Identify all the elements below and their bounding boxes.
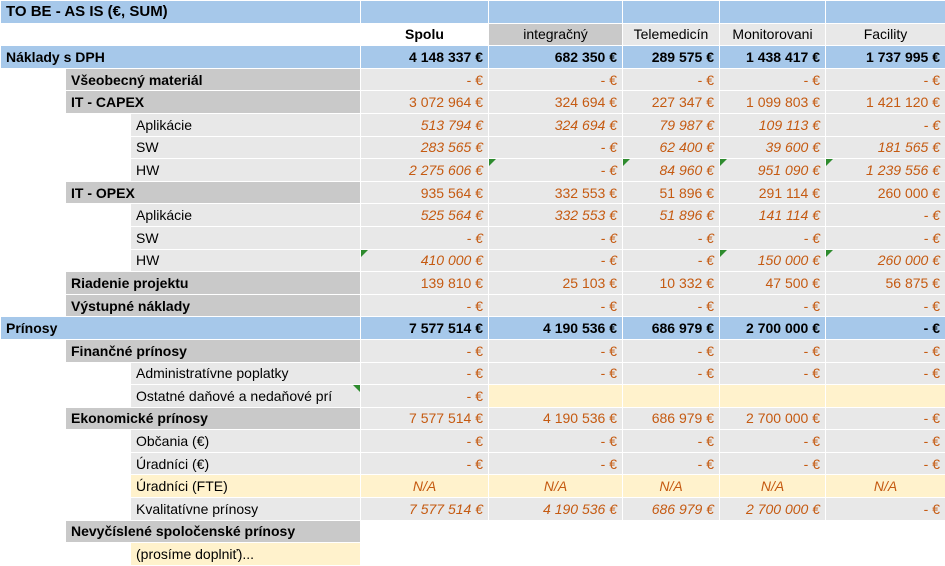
- value-cell[interactable]: 84 960 €: [623, 159, 720, 182]
- value-cell[interactable]: 283 565 €: [361, 136, 489, 159]
- value-cell[interactable]: - €: [489, 136, 623, 159]
- indent-cell[interactable]: [1, 68, 66, 91]
- value-cell[interactable]: - €: [489, 452, 623, 475]
- indent-cell[interactable]: [66, 475, 131, 498]
- value-cell[interactable]: - €: [826, 204, 945, 227]
- header-row: [1, 23, 945, 46]
- value-cell[interactable]: 2 700 000 €: [720, 498, 826, 521]
- value-cell[interactable]: - €: [489, 339, 623, 362]
- value-cell[interactable]: [489, 385, 623, 408]
- value-cell[interactable]: [826, 385, 945, 408]
- value-cell[interactable]: 51 896 €: [623, 181, 720, 204]
- row-label[interactable]: HW: [131, 249, 361, 272]
- indent-cell[interactable]: [66, 362, 131, 385]
- table-row: [1, 249, 945, 272]
- cell[interactable]: [623, 1, 720, 24]
- indent-cell[interactable]: [1, 272, 66, 295]
- value-cell[interactable]: - €: [826, 113, 945, 136]
- value-cell[interactable]: 686 979 €: [623, 317, 720, 340]
- value-cell[interactable]: N/A: [826, 475, 945, 498]
- value-cell[interactable]: [361, 520, 489, 543]
- cell[interactable]: [826, 1, 945, 24]
- indent-cell[interactable]: [1, 181, 66, 204]
- table-row: [1, 385, 945, 408]
- value-cell[interactable]: - €: [720, 452, 826, 475]
- indent-cell[interactable]: [1, 136, 66, 159]
- value-cell[interactable]: 39 600 €: [720, 136, 826, 159]
- table-row: [1, 226, 945, 249]
- table-row: [1, 68, 945, 91]
- value-cell[interactable]: - €: [720, 430, 826, 453]
- value-cell[interactable]: 260 000 €: [826, 181, 945, 204]
- value-cell[interactable]: - €: [720, 68, 826, 91]
- table-row: [1, 362, 945, 385]
- value-cell[interactable]: N/A: [720, 475, 826, 498]
- indent-cell[interactable]: [1, 339, 66, 362]
- value-cell[interactable]: - €: [623, 249, 720, 272]
- value-cell[interactable]: - €: [361, 68, 489, 91]
- value-cell[interactable]: 1 737 995 €: [826, 46, 945, 69]
- value-cell[interactable]: 2 275 606 €: [361, 159, 489, 182]
- row-label[interactable]: Výstupné náklady: [66, 294, 361, 317]
- indent-cell[interactable]: [66, 452, 131, 475]
- value-cell[interactable]: [361, 543, 489, 566]
- indent-cell[interactable]: [1, 430, 66, 453]
- row-label[interactable]: Aplikácie: [131, 204, 361, 227]
- value-cell[interactable]: 10 332 €: [623, 272, 720, 295]
- value-cell[interactable]: - €: [361, 385, 489, 408]
- value-cell[interactable]: [623, 385, 720, 408]
- row-label[interactable]: (prosíme doplniť)...: [131, 543, 361, 566]
- value-cell[interactable]: 410 000 €: [361, 249, 489, 272]
- value-cell[interactable]: 260 000 €: [826, 249, 945, 272]
- value-cell[interactable]: - €: [361, 339, 489, 362]
- table-row: [1, 452, 945, 475]
- indent-cell[interactable]: [1, 91, 66, 114]
- indent-cell[interactable]: [66, 113, 131, 136]
- table-row: [1, 317, 945, 340]
- indent-cell[interactable]: [66, 498, 131, 521]
- indent-cell[interactable]: [1, 362, 66, 385]
- table-row: [1, 430, 945, 453]
- table-row: [1, 407, 945, 430]
- value-cell[interactable]: - €: [720, 362, 826, 385]
- table-row: [1, 204, 945, 227]
- value-cell[interactable]: - €: [720, 226, 826, 249]
- row-label[interactable]: Ostatné daňové a nedaňové prí: [131, 385, 361, 408]
- row-label[interactable]: SW: [131, 226, 361, 249]
- value-cell[interactable]: 289 575 €: [623, 46, 720, 69]
- indent-cell[interactable]: [66, 430, 131, 453]
- table-row: [1, 181, 945, 204]
- value-cell[interactable]: 141 114 €: [720, 204, 826, 227]
- indent-cell[interactable]: [1, 520, 66, 543]
- indent-cell[interactable]: [1, 498, 66, 521]
- indent-cell[interactable]: [66, 543, 131, 566]
- value-cell[interactable]: - €: [489, 68, 623, 91]
- value-cell[interactable]: [623, 543, 720, 566]
- indent-cell[interactable]: [1, 452, 66, 475]
- value-cell[interactable]: - €: [361, 430, 489, 453]
- value-cell[interactable]: 332 553 €: [489, 181, 623, 204]
- value-cell[interactable]: - €: [623, 339, 720, 362]
- value-cell[interactable]: - €: [826, 430, 945, 453]
- indent-cell[interactable]: [1, 475, 66, 498]
- row-label[interactable]: Prínosy: [1, 317, 361, 340]
- cell[interactable]: [489, 1, 623, 24]
- indent-cell[interactable]: [1, 543, 66, 566]
- value-cell[interactable]: - €: [623, 430, 720, 453]
- value-cell[interactable]: N/A: [623, 475, 720, 498]
- indent-cell[interactable]: [66, 385, 131, 408]
- row-label[interactable]: Úradníci (FTE): [131, 475, 361, 498]
- value-cell[interactable]: 1 421 120 €: [826, 91, 945, 114]
- value-cell[interactable]: 686 979 €: [623, 407, 720, 430]
- table-row: [1, 339, 945, 362]
- value-cell[interactable]: [489, 520, 623, 543]
- value-cell[interactable]: - €: [361, 452, 489, 475]
- value-cell[interactable]: 1 239 556 €: [826, 159, 945, 182]
- value-cell[interactable]: 227 347 €: [623, 91, 720, 114]
- row-label[interactable]: Občania (€): [131, 430, 361, 453]
- value-cell[interactable]: - €: [623, 452, 720, 475]
- value-cell[interactable]: [623, 520, 720, 543]
- value-cell[interactable]: [720, 385, 826, 408]
- table-row: [1, 272, 945, 295]
- table-row: [1, 113, 945, 136]
- value-cell[interactable]: - €: [826, 498, 945, 521]
- value-cell[interactable]: N/A: [361, 475, 489, 498]
- value-cell[interactable]: [720, 543, 826, 566]
- value-cell[interactable]: 1 099 803 €: [720, 91, 826, 114]
- value-cell[interactable]: - €: [826, 362, 945, 385]
- value-cell[interactable]: [826, 520, 945, 543]
- value-cell[interactable]: - €: [826, 452, 945, 475]
- value-cell[interactable]: 79 987 €: [623, 113, 720, 136]
- value-cell[interactable]: 4 148 337 €: [361, 46, 489, 69]
- value-cell[interactable]: - €: [826, 226, 945, 249]
- value-cell[interactable]: 181 565 €: [826, 136, 945, 159]
- indent-cell[interactable]: [66, 226, 131, 249]
- row-label[interactable]: Ekonomické prínosy: [66, 407, 361, 430]
- value-cell[interactable]: 139 810 €: [361, 272, 489, 295]
- table-row: [1, 136, 945, 159]
- value-cell[interactable]: 4 190 536 €: [489, 407, 623, 430]
- indent-cell[interactable]: [1, 407, 66, 430]
- column-header-integracny[interactable]: integračný: [489, 23, 623, 46]
- value-cell[interactable]: - €: [720, 339, 826, 362]
- value-cell[interactable]: 682 350 €: [489, 46, 623, 69]
- column-header-spolu[interactable]: Spolu: [361, 23, 489, 46]
- cell[interactable]: [720, 1, 826, 24]
- value-cell[interactable]: 291 114 €: [720, 181, 826, 204]
- value-cell[interactable]: 3 072 964 €: [361, 91, 489, 114]
- indent-cell[interactable]: [1, 159, 66, 182]
- value-cell[interactable]: 62 400 €: [623, 136, 720, 159]
- row-label[interactable]: IT - OPEX: [66, 181, 361, 204]
- value-cell[interactable]: - €: [361, 362, 489, 385]
- value-cell[interactable]: - €: [826, 68, 945, 91]
- value-cell[interactable]: - €: [826, 317, 945, 340]
- value-cell[interactable]: [826, 543, 945, 566]
- value-cell[interactable]: 7 577 514 €: [361, 317, 489, 340]
- cell[interactable]: [361, 1, 489, 24]
- value-cell[interactable]: 47 500 €: [720, 272, 826, 295]
- value-cell[interactable]: 109 113 €: [720, 113, 826, 136]
- indent-cell[interactable]: [1, 204, 66, 227]
- row-label[interactable]: Kvalitatívne prínosy: [131, 498, 361, 521]
- table-row: [1, 294, 945, 317]
- value-cell[interactable]: - €: [489, 226, 623, 249]
- table-row: [1, 498, 945, 521]
- value-cell[interactable]: 25 103 €: [489, 272, 623, 295]
- row-label[interactable]: Všeobecný materiál: [66, 68, 361, 91]
- value-cell[interactable]: - €: [623, 68, 720, 91]
- table-row: [1, 475, 945, 498]
- row-label[interactable]: Úradníci (€): [131, 452, 361, 475]
- indent-cell[interactable]: [1, 249, 66, 272]
- indent-cell[interactable]: [1, 294, 66, 317]
- value-cell[interactable]: 951 090 €: [720, 159, 826, 182]
- value-cell[interactable]: - €: [826, 294, 945, 317]
- table-row: [1, 46, 945, 69]
- row-label[interactable]: Riadenie projektu: [66, 272, 361, 295]
- indent-cell[interactable]: [66, 249, 131, 272]
- cell[interactable]: [1, 23, 361, 46]
- indent-cell[interactable]: [66, 159, 131, 182]
- indent-cell[interactable]: [1, 113, 66, 136]
- value-cell[interactable]: 686 979 €: [623, 498, 720, 521]
- indent-cell[interactable]: [66, 204, 131, 227]
- value-cell[interactable]: - €: [826, 407, 945, 430]
- indent-cell[interactable]: [66, 136, 131, 159]
- value-cell[interactable]: 1 438 417 €: [720, 46, 826, 69]
- value-cell[interactable]: - €: [489, 249, 623, 272]
- value-cell[interactable]: 7 577 514 €: [361, 498, 489, 521]
- value-cell[interactable]: - €: [489, 294, 623, 317]
- column-header-telemedicin[interactable]: Telemedicín: [623, 23, 720, 46]
- value-cell[interactable]: - €: [623, 362, 720, 385]
- row-label[interactable]: IT - CAPEX: [66, 91, 361, 114]
- sheet-title[interactable]: TO BE - AS IS (€, SUM): [1, 1, 361, 24]
- column-header-facility[interactable]: Facility: [826, 23, 945, 46]
- value-cell[interactable]: 4 190 536 €: [489, 498, 623, 521]
- title-row: [1, 1, 945, 24]
- row-label[interactable]: Finančné prínosy: [66, 339, 361, 362]
- value-cell[interactable]: - €: [623, 294, 720, 317]
- table-row: [1, 91, 945, 114]
- value-cell[interactable]: 51 896 €: [623, 204, 720, 227]
- row-label[interactable]: Aplikácie: [131, 113, 361, 136]
- value-cell[interactable]: - €: [489, 159, 623, 182]
- value-cell[interactable]: - €: [720, 294, 826, 317]
- value-cell[interactable]: [720, 520, 826, 543]
- row-label[interactable]: Náklady s DPH: [1, 46, 361, 69]
- value-cell[interactable]: N/A: [489, 475, 623, 498]
- row-label[interactable]: Administratívne poplatky: [131, 362, 361, 385]
- value-cell[interactable]: 150 000 €: [720, 249, 826, 272]
- value-cell[interactable]: 324 694 €: [489, 113, 623, 136]
- row-label[interactable]: HW: [131, 159, 361, 182]
- value-cell[interactable]: 4 190 536 €: [489, 317, 623, 340]
- table-row: [1, 520, 945, 543]
- value-cell[interactable]: 332 553 €: [489, 204, 623, 227]
- value-cell[interactable]: 2 700 000 €: [720, 407, 826, 430]
- value-cell[interactable]: [489, 543, 623, 566]
- value-cell[interactable]: - €: [489, 430, 623, 453]
- value-cell[interactable]: 2 700 000 €: [720, 317, 826, 340]
- value-cell[interactable]: - €: [489, 362, 623, 385]
- value-cell[interactable]: 935 564 €: [361, 181, 489, 204]
- row-label[interactable]: SW: [131, 136, 361, 159]
- value-cell[interactable]: - €: [623, 226, 720, 249]
- column-header-monitorovani[interactable]: Monitorovani: [720, 23, 826, 46]
- indent-cell[interactable]: [1, 385, 66, 408]
- value-cell[interactable]: 525 564 €: [361, 204, 489, 227]
- indent-cell[interactable]: [1, 226, 66, 249]
- table-row: [1, 543, 945, 566]
- value-cell[interactable]: 56 875 €: [826, 272, 945, 295]
- value-cell[interactable]: - €: [826, 339, 945, 362]
- value-cell[interactable]: 7 577 514 €: [361, 407, 489, 430]
- value-cell[interactable]: - €: [361, 294, 489, 317]
- table-row: [1, 159, 945, 182]
- value-cell[interactable]: - €: [361, 226, 489, 249]
- value-cell[interactable]: 513 794 €: [361, 113, 489, 136]
- value-cell[interactable]: 324 694 €: [489, 91, 623, 114]
- row-label[interactable]: Nevyčíslené spoločenské prínosy: [66, 520, 361, 543]
